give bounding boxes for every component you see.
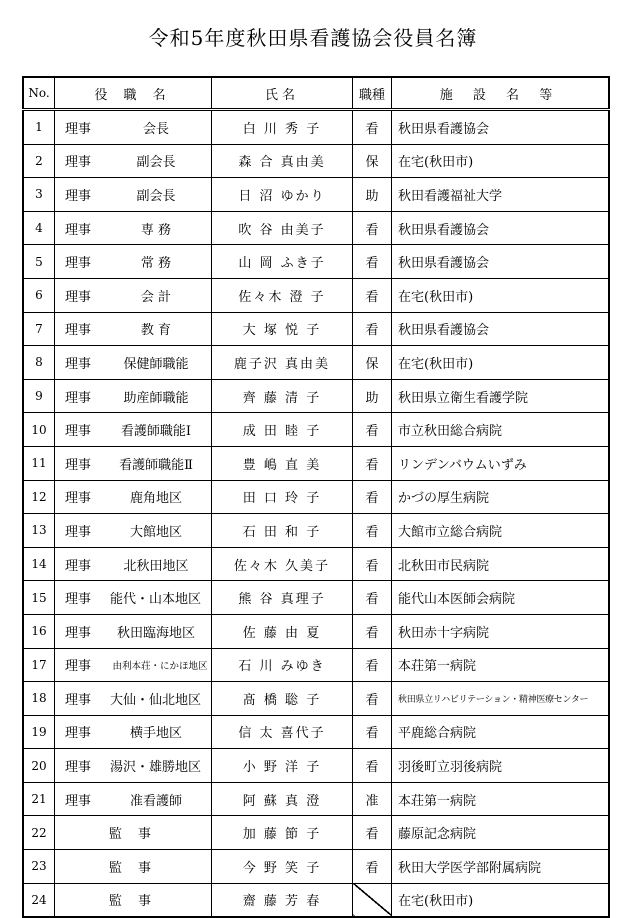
facility-text: 秋田大学医学部附属病院 [398,860,542,876]
row-number: 15 [23,581,55,615]
role-prefix: 理事 [65,760,92,776]
type-cell: 看 [353,245,392,279]
officer-name-text: 山 岡 ふき子 [238,256,326,272]
role-cell [55,480,212,514]
row-number: 14 [23,547,55,581]
row-number: 7 [23,312,55,346]
role-prefix: 理事 [65,222,92,238]
role-title: 会長 [142,121,169,137]
role-prefix: 理事 [65,424,92,440]
officer-name [212,446,353,480]
role-title: 秋田臨海地区 [116,625,195,641]
table-row [23,144,609,178]
officer-name-text: 熊 谷 真理子 [238,592,326,608]
row-number: 16 [23,614,55,648]
facility-cell [392,346,610,380]
officer-name-text: 齊 藤 清 子 [242,390,322,406]
type-cell: 准 [353,782,392,816]
type-cell: 看 [353,715,392,749]
officer-name [212,715,353,749]
row-number: 3 [23,178,55,212]
row-number: 11 [23,446,55,480]
officer-name-text: 佐 藤 由 夏 [242,625,322,641]
role-prefix: 理事 [65,188,92,204]
row-number: 24 [23,883,55,917]
officer-name [212,346,353,380]
type-cell: 看 [353,581,392,615]
role-prefix: 理事 [65,558,92,574]
officer-name-text: 鹿子沢 真由美 [233,356,331,372]
role-cell [55,749,212,783]
facility-cell [392,614,610,648]
role-cell [55,547,212,581]
role-cell [55,312,212,346]
role-prefix: 理事 [65,356,92,372]
role-prefix: 理事 [65,592,92,608]
header-no: No. [23,77,55,110]
table-row [23,581,609,615]
facility-cell [392,413,610,447]
officer-name-text: 加 藤 節 子 [242,827,322,843]
role-prefix: 理事 [65,726,92,742]
role-cell [55,581,212,615]
officer-name [212,816,353,850]
facility-text: 秋田赤十字病院 [398,625,490,641]
officer-name-text: 白 川 秀 子 [242,121,322,137]
type-cell: 看 [353,614,392,648]
table-row [23,446,609,480]
table-row [23,312,609,346]
role-cell [55,850,212,884]
row-number: 10 [23,413,55,447]
officer-name [212,245,353,279]
table-row [23,816,609,850]
officer-name [212,178,353,212]
table-row [23,379,609,413]
facility-cell [392,715,610,749]
officer-roster-table [22,76,610,918]
table-row [23,245,609,279]
facility-text: 在宅(秋田市) [398,356,474,372]
role-title: 北秋田地区 [123,558,189,574]
role-title: 副会長 [136,155,176,171]
row-number: 18 [23,682,55,716]
facility-cell [392,547,610,581]
facility-text: 秋田看護福祉大学 [398,188,503,204]
role-title: 監 事 [108,894,158,910]
table-header-row [23,77,609,110]
role-cell [55,245,212,279]
table-row [23,211,609,245]
facility-cell [392,446,610,480]
type-cell: 看 [353,480,392,514]
table-row [23,883,609,917]
role-cell [55,883,212,917]
facility-cell [392,782,610,816]
table-row [23,110,609,145]
officer-name [212,782,353,816]
officer-name-text: 吹 谷 由美子 [238,222,326,238]
table-row [23,648,609,682]
facility-cell [392,850,610,884]
role-title: 鹿角地区 [129,491,182,507]
row-number: 9 [23,379,55,413]
type-cell: 看 [353,446,392,480]
facility-text: 平鹿総合病院 [398,726,477,742]
row-number: 19 [23,715,55,749]
table-row [23,480,609,514]
table-row [23,514,609,548]
table-row [23,749,609,783]
facility-text: 在宅(秋田市) [398,155,474,171]
role-cell [55,144,212,178]
officer-name [212,749,353,783]
role-title: 看護師職能Ⅰ [120,424,192,440]
role-cell [55,178,212,212]
officer-name [212,883,353,917]
facility-text: リンデンバウムいずみ [398,457,527,473]
role-title: 准看護師 [129,793,182,809]
type-cell: 保 [353,346,392,380]
officer-name [212,278,353,312]
officer-name-text: 石 田 和 子 [242,524,322,540]
facility-cell [392,816,610,850]
officer-name-text: 豊 嶋 直 美 [242,457,322,473]
officer-name-text: 小 野 洋 子 [242,760,322,776]
officer-name-text: 大 塚 悦 子 [242,323,322,339]
type-cell: 保 [353,144,392,178]
facility-text: 在宅(秋田市) [398,894,474,910]
row-number: 1 [23,110,55,145]
role-cell [55,346,212,380]
role-title: 監 事 [108,860,158,876]
role-prefix: 理事 [65,659,92,675]
officer-name [212,547,353,581]
role-prefix: 理事 [65,289,92,305]
role-prefix: 理事 [65,155,92,171]
officer-name-text: 阿 蘇 真 澄 [242,793,322,809]
facility-cell [392,379,610,413]
row-number: 2 [23,144,55,178]
header-type: 職種 [353,77,392,110]
officer-name [212,211,353,245]
facility-text: 秋田県立衛生看護学院 [398,390,529,406]
facility-text: 本荘第一病院 [398,793,477,809]
role-prefix: 理事 [65,793,92,809]
officer-name-text: 佐々木 久美子 [233,558,331,574]
facility-text: 秋田県看護協会 [398,222,490,238]
facility-cell [392,682,610,716]
table-row [23,850,609,884]
facility-text: 大館市立総合病院 [398,524,503,540]
role-cell [55,614,212,648]
row-number: 21 [23,782,55,816]
role-prefix: 理事 [65,323,92,339]
role-title: 副会長 [136,188,176,204]
officer-name [212,682,353,716]
type-cell: 看 [353,312,392,346]
officer-name [212,413,353,447]
row-number: 12 [23,480,55,514]
type-cell: 看 [353,514,392,548]
facility-cell [392,211,610,245]
row-number: 20 [23,749,55,783]
page-title: 令和5年度秋田県看護協会役員名簿 [148,26,478,50]
role-prefix: 理事 [65,491,92,507]
role-cell [55,413,212,447]
facility-text: 秋田県看護協会 [398,323,490,339]
officer-name [212,110,353,145]
facility-text: 秋田県看護協会 [398,121,490,137]
facility-cell [392,514,610,548]
type-cell: 看 [353,547,392,581]
role-cell [55,715,212,749]
officer-name-text: 石 川 みゆき [238,659,326,675]
officer-name-text: 髙 橋 聡 子 [242,692,322,708]
row-number: 6 [23,278,55,312]
type-cell: 助 [353,379,392,413]
role-title: 監 事 [108,827,158,843]
role-cell [55,110,212,145]
type-cell: 看 [353,110,392,145]
role-cell [55,782,212,816]
row-number: 17 [23,648,55,682]
officer-name [212,850,353,884]
role-prefix: 理事 [65,256,92,272]
facility-text: 市立秋田総合病院 [398,424,503,440]
role-cell [55,211,212,245]
role-cell [55,446,212,480]
type-cell: 看 [353,850,392,884]
officer-name [212,379,353,413]
officer-name-text: 成 田 睦 子 [242,424,322,440]
row-number: 4 [23,211,55,245]
officer-name-text: 佐々木 澄 子 [238,289,326,305]
row-number: 5 [23,245,55,279]
type-cell: 看 [353,413,392,447]
type-cell: 看 [353,211,392,245]
type-cell: 看 [353,816,392,850]
type-cell: 看 [353,749,392,783]
officer-name-text: 齋 藤 芳 春 [242,894,322,910]
type-cell: 看 [353,278,392,312]
facility-text: 在宅(秋田市) [398,289,474,305]
role-title: 看護師職能Ⅱ [119,457,193,473]
facility-cell [392,480,610,514]
type-cell: 助 [353,178,392,212]
facility-text: 秋田県立リハビリテーション・精神医療センター [398,694,589,705]
role-title: 横手地区 [129,726,182,742]
table-row [23,346,609,380]
facility-cell [392,312,610,346]
facility-text: 羽後町立羽後病院 [398,760,503,776]
type-cell-struck [353,883,392,917]
row-number: 23 [23,850,55,884]
row-number: 22 [23,816,55,850]
header-facility: 施 設 名 等 [392,77,610,110]
officer-name [212,312,353,346]
role-title: 専 務 [140,222,172,238]
role-prefix: 理事 [65,457,92,473]
table-row [23,547,609,581]
header-role: 役 職 名 [55,77,212,110]
facility-cell [392,110,610,145]
role-prefix: 理事 [65,121,92,137]
table-row [23,614,609,648]
type-cell: 看 [353,682,392,716]
officer-name-text: 信 太 喜代子 [238,726,326,742]
officer-name [212,480,353,514]
officer-name-text: 森 合 真由美 [238,155,326,171]
facility-cell [392,144,610,178]
role-prefix: 理事 [65,692,92,708]
officer-name-text: 日 沼 ゆかり [238,188,326,204]
facility-cell [392,581,610,615]
officer-name [212,614,353,648]
type-cell: 看 [353,648,392,682]
officer-name [212,648,353,682]
facility-text: 能代山本医師会病院 [398,592,516,608]
officer-name-text: 今 野 笑 子 [242,860,322,876]
role-title: 大仙・仙北地区 [109,692,201,708]
role-title: 湯沢・雄勝地区 [109,760,201,776]
role-cell [55,648,212,682]
facility-text: 藤原記念病院 [398,827,477,843]
facility-text: 本荘第一病院 [398,659,477,675]
table-row [23,682,609,716]
facility-cell [392,178,610,212]
facility-cell [392,278,610,312]
table-row [23,278,609,312]
facility-text: かづの厚生病院 [398,491,490,507]
table-row [23,782,609,816]
facility-cell [392,883,610,917]
role-title: 大館地区 [129,524,182,540]
role-cell [55,816,212,850]
officer-name-text: 田 口 玲 子 [242,491,322,507]
table-row [23,715,609,749]
role-title: 由利本荘・にかほ地区 [112,660,208,672]
role-title: 教 育 [140,323,172,339]
role-cell [55,514,212,548]
role-title: 会 計 [140,289,172,305]
facility-text: 秋田県看護協会 [398,256,490,272]
facility-cell [392,245,610,279]
row-number: 8 [23,346,55,380]
row-number: 13 [23,514,55,548]
officer-name [212,144,353,178]
facility-text: 北秋田市民病院 [398,558,490,574]
role-title: 常 務 [140,256,172,272]
roster-body [23,110,609,918]
role-title: 助産師職能 [123,390,189,406]
role-prefix: 理事 [65,524,92,540]
role-cell [55,379,212,413]
role-prefix: 理事 [65,625,92,641]
table-row [23,413,609,447]
role-prefix: 理事 [65,390,92,406]
role-title: 保健師職能 [123,356,189,372]
role-cell [55,278,212,312]
role-title: 能代・山本地区 [109,592,201,608]
officer-name [212,581,353,615]
header-name: 氏名 [212,77,353,110]
facility-cell [392,749,610,783]
table-row [23,178,609,212]
facility-cell [392,648,610,682]
role-cell [55,682,212,716]
officer-name [212,514,353,548]
